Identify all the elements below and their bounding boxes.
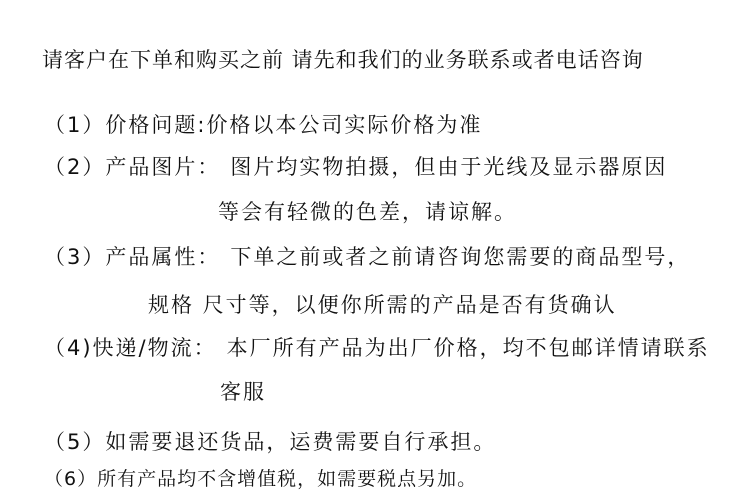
item-tax xyxy=(44,465,477,493)
item-product-attributes-continuation: 规格 尺寸等，以便你所需的产品是否有货确认 xyxy=(148,293,617,317)
notice-heading: 请客户在下单和购买之前 请先和我们的业务联系或者电话咨询 xyxy=(42,48,644,72)
item-label: （2）产品图片： xyxy=(44,155,221,179)
item-text: 下单之前或者之前请咨询您需要的商品型号， xyxy=(230,245,691,269)
item-product-images-continuation: 等会有轻微的色差，请谅解。 xyxy=(218,200,517,224)
item-text: 图片均实物拍摄，但由于光线及显示器原因 xyxy=(230,155,668,179)
item-label: （6） xyxy=(44,468,98,490)
item-product-attributes xyxy=(44,243,690,271)
item-text: 本厂所有产品为出厂价格，均不包邮详情请联系 xyxy=(226,336,710,360)
item-label: （5） xyxy=(44,430,106,454)
item-text: 价格以本公司实际价格为准 xyxy=(206,113,483,137)
item-text: 所有产品均不含增值税，如需要税点另加。 xyxy=(97,468,478,490)
item-text: 如需要退还货品，运费需要自行承担。 xyxy=(105,430,497,454)
item-shipping xyxy=(44,334,710,362)
item-price xyxy=(44,111,482,139)
item-label: （1）价格问题: xyxy=(44,113,207,137)
item-label: （3）产品属性： xyxy=(44,245,221,269)
item-returns xyxy=(44,428,496,456)
item-label: （4)快递/物流： xyxy=(44,336,217,360)
item-product-images xyxy=(44,153,667,181)
item-shipping-continuation: 客服 xyxy=(220,380,266,404)
